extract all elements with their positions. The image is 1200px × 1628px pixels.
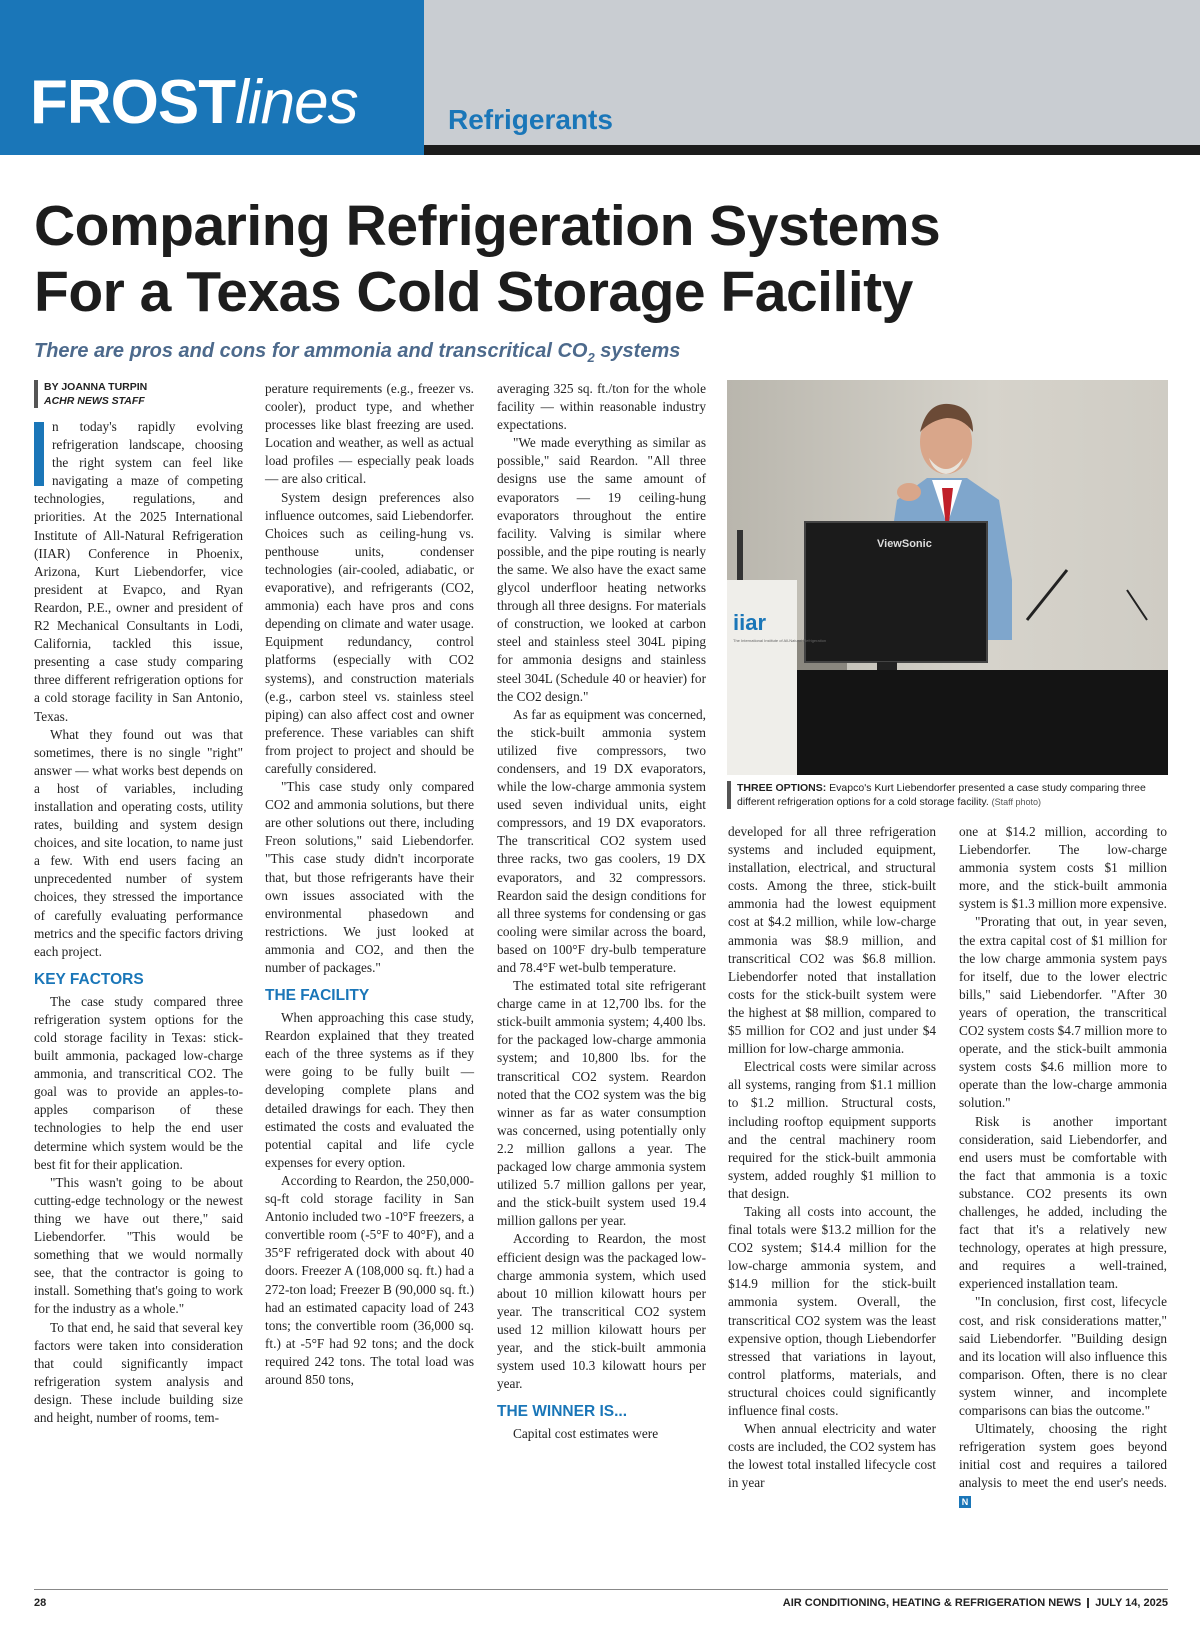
body-paragraph: System design preferences also influence outcomes, said Liebendorfer. Choices such as ceiling-hung vs. penthouse units, condenser technologies (air-cooled, adiabatic, or evaporative), and refrigerants (CO2, ammonia) each have pros and cons depending on climate and water usage. Equipment redundancy, control platforms (especially with CO2 systems), and construction materials (e.g., carbon steel vs. stainless steel piping) can also affect cost and owner preference. These variables can shift from project to project and should be carefully considered. [265, 489, 474, 776]
byline-staff: ACHR NEWS STAFF [44, 395, 145, 407]
body-paragraph: What they found out was that sometimes, there is no single "right" answer — what works best depends on a host of variables, including installation and operating costs, utility rates, building and system design choices, and site location, to name just a few. With end users facing an unprecedented number of system choices, they stressed the importance of carefully evaluating performance metrics and the specific factors driving each project. [34, 726, 243, 959]
frostlines-logo [30, 68, 358, 137]
deck-text: There are pros and cons for ammonia and transcritical CO [34, 340, 588, 362]
body-paragraph: one at $14.2 million, according to Liebendorfer. The low-charge ammonia system costs $1 million more, and the stick-built ammonia system is $1.3 million more expensive. [959, 824, 1167, 912]
speaker-photo [727, 380, 1168, 775]
podium-sub-text: The International Institute of All-Natural Refrigeration [733, 638, 827, 643]
body-paragraph: When approaching this case study, Reardon explained that they treated each of the three systems as if they were going to be fully built — developing complete plans and detailed drawings for each. They then estimated the costs and evaluated the potential capital and life cycle expenses for every option. [265, 1010, 474, 1170]
body-paragraph: According to Reardon, the 250,000-sq-ft cold storage facility in San Antonio included two -10°F freezers, a convertible room (-5°F to 40°F), and a 35°F refrigerated dock with about 40 doors. Freezer A (108,000 sq. ft.) had a 272-ton load; Freezer B (90,000 sq. ft.) had an estimated capacity load of 243 tons; the convertible room (36,000 sq. ft.) at -5°F had 92 tons; and the dock required 242 tons. The total load was around 850 tons, [265, 1172, 474, 1387]
article-column-2 [265, 380, 474, 1389]
section-label: Refrigerants [448, 104, 613, 135]
byline [34, 380, 147, 408]
body-paragraph [959, 1420, 1167, 1510]
body-paragraph: averaging 325 sq. ft./ton for the whole facility — within reasonable industry expectations. [497, 381, 706, 433]
body-paragraph: perature requirements (e.g., freezer vs. cooler), product type, and whether processes like blast freezing are used. Location and weather, as well as actual load profiles — especially peak loads — are also critical. [265, 381, 474, 487]
body-paragraph: Taking all costs into account, the final totals were $13.2 million for the CO2 system; $14.4 million for the low-charge ammonia system, and $14.9 million for the stick-built ammonia system. Overall, the transcritical CO2 system was the least expensive option, though Liebendorfer stressed that variations in layout, control platforms, materials, and structural choices could significantly influence final costs. [728, 1203, 936, 1418]
publication-name: AIR CONDITIONING, HEATING & REFRIGERATION NEWS [782, 1597, 1082, 1609]
logo-italic-text: lines [235, 68, 358, 137]
headline-line-1: Comparing Refrigeration Systems [34, 194, 941, 258]
article-deck [34, 340, 680, 365]
body-paragraph: "We made everything as similar as possible," said Reardon. "All three designs use the same amount of evaporators — 19 ceiling-hung evaporators throughout the entire facility. Valving is similar where possible, and the pipe routing is nearly the same. We also have the exact same glycol underfloor heating networks through all three designs. For materials of construction, we looked at carbon steel and stainless steel 304L piping for ammonia designs and stainless steel 304L (Schedule 40 or heavier) for the CO2 design." [497, 435, 706, 704]
body-paragraph: As far as equipment was concerned, the stick-built ammonia system utilized five compressors, two condensers, and 19 DX evaporators, while the low-charge ammonia system used seven individual units, eight compressors, and 19 DX evaporators. The transcritical CO2 system used three racks, two gas coolers, 19 DX evaporators, and 32 compressors. Reardon said the design conditions for all three systems for condensing or gas cooling were similar across the board, based on 100°F dry-bulb temperature and 78.4°F wet-bulb temperature. [497, 706, 706, 975]
body-paragraph: According to Reardon, the most efficient design was the packaged low-charge ammonia system, which used about 10 million kilowatt hours per year. The transcritical CO2 system used 12 million kilowatt hours per year, and the stick-built ammonia system used 10.3 kilowatt hours per year. [497, 1231, 706, 1392]
logo-bold-text: FROST [30, 68, 236, 137]
photo-illustration [727, 380, 1168, 775]
body-paragraph: Capital cost estimates were [513, 1426, 659, 1442]
body-paragraph: "This wasn't going to be about cutting-edge technology or the newest thing we have out there," said Liebendorfer. "This would be something that we would normally see, that the contractor is going to install. Something that's going to work for the industry as a whole." [34, 1174, 243, 1317]
footer-separator [1087, 1598, 1089, 1608]
article-headline [34, 193, 1174, 325]
footer-rule [34, 1589, 1168, 1590]
podium-iiar-logo: iiar [733, 610, 767, 635]
caption-text: Evapco's Kurt Liebendorfer presented a case study comparing three different refrigeration options for a cold storage facility. [737, 782, 1146, 808]
photo-caption [727, 781, 1177, 809]
paragraph-text: Ultimately, choosing the right refrigeration system goes beyond initial cost and requires a tailored analysis to meet the end user's needs. [959, 1421, 1167, 1491]
body-paragraph: To that end, he said that several key factors were taken into consideration that could significantly impact refrigeration system analysis and design. These include building size and height, number of rooms, tem- [34, 1319, 243, 1425]
caption-label: THREE OPTIONS: [737, 782, 827, 794]
body-paragraph [34, 418, 243, 726]
footer-publication [783, 1597, 1168, 1609]
body-paragraph: Electrical costs were similar across all systems, ranging from $1.1 million to $1.2 million. Structural costs, including rooftop equipment supports and the central machinery room required for the stick-built ammonia system, added roughly $1 million to that design. [728, 1059, 936, 1201]
body-paragraph: developed for all three refrigeration systems and included equipment, installation, electrical, and structural costs. Among the three, stick-built ammonia had the lowest equipment cost at $4.2 million, while low-charge ammonia was $8.9 million, and transcritical CO2 was $6.8 million. Liebendorfer noted that installation costs for the stick-built system were the highest at $8 million, compared to $5 million for CO2 and just under $4 million for low-charge ammonia. [728, 824, 936, 1057]
drop-cap [34, 422, 44, 486]
body-paragraph: The case study compared three refrigeration system options for the cold storage facility in Texas: stick-built ammonia, packaged low-charge ammonia, and transcritical CO2. The goal was to provide an apples-to-apples comparison of these technologies to help the end user determine which system would be the best fit for their application. [34, 993, 243, 1172]
article-column-1 [34, 418, 243, 1427]
paragraph-text: n today's rapidly evolving refrigeration landscape, choosing the right system can feel like navigating a maze of competing technologies, regulations, and priorities. At the 2025 International Institute of All-Natural Refrigeration (IIAR) Conference in Phoenix, Arizona, Kurt Liebendorfer, vice president at Evapco, and Ryan Reardon, P.E., owner and president of R2 Mechanical Consultants in Lodi, California, tackled this issue, presenting a case study comparing three different refrigeration options for a cold storage facility in San Antonio, Texas. [34, 419, 243, 724]
subhead-the-facility: THE FACILITY [265, 987, 370, 1005]
deck-subscript: 2 [587, 350, 595, 365]
body-paragraph: Risk is another important consideration, said Liebendorfer, and end users must be comfortable with the fact that ammonia is a toxic substance. CO2 presents its own challenges, he added, including the fact that it's a relatively new technology, operates at high pressure, and requires a well-trained, experienced installation team. [959, 1113, 1167, 1292]
monitor-brand: ViewSonic [877, 538, 932, 550]
issue-date: JULY 14, 2025 [1095, 1597, 1168, 1609]
body-paragraph: When annual electricity and water costs are included, the CO2 system has the lowest total installed lifecycle cost in year [728, 1421, 936, 1491]
article-column-3 [497, 380, 706, 1443]
deck-tail: systems [594, 340, 681, 362]
subhead-the-winner-is: THE WINNER IS... [497, 1403, 628, 1421]
body-paragraph: "In conclusion, first cost, lifecycle cost, and risk considerations matter," said Liebendorfer. "Building design and its location will also influence this comparison. Often, there is no clear system winner, and incomplete comparisons can bias the outcome." [959, 1294, 1167, 1418]
subhead-key-factors: KEY FACTORS [34, 970, 144, 988]
caption-credit: (Staff photo) [991, 797, 1042, 807]
article-column-5 [959, 823, 1167, 1511]
body-paragraph: "Prorating that out, in year seven, the extra capital cost of $1 million for the low charge ammonia system pays for itself, due to the lower electric bills," said Liebendorfer. "After 30 years of operation, the transcritical CO2 system costs $4.7 million more to operate, and the stick-built ammonia system costs $4.6 million more to operate than the low-charge ammonia solution." [959, 914, 1167, 1111]
header-rule [424, 145, 1200, 155]
body-paragraph: The estimated total site refrigerant charge came in at 12,700 lbs. for the stick-built ammonia system; 4,400 lbs. for the packaged low-charge ammonia system; and 10,800 lbs. for the transcritical CO2 system. Reardon noted that the CO2 system was the big winner as far as water consumption was concerned, using potentially only 2.2 million gallons a year. The packaged low charge ammonia system utilized 5.7 million gallons per year, and the stick-built system used 19.4 million gallons per year. [497, 978, 706, 1229]
end-mark-icon: N [959, 1496, 971, 1508]
headline-line-2: For a Texas Cold Storage Facility [34, 260, 913, 324]
byline-author: BY JOANNA TURPIN [44, 381, 148, 393]
frostlines-logo-box [0, 0, 424, 155]
masthead [0, 0, 1200, 155]
body-paragraph: "This case study only compared CO2 and ammonia solutions, but there are other solutions out there, including Freon solutions," said Liebendorfer. "This case study didn't incorporate that, but those refrigerants have their own issues associated with the environmental phasedown and restrictions. We just looked at ammonia and CO2, and then the number of packages." [265, 779, 474, 975]
article-column-4 [728, 823, 936, 1492]
page-number: 28 [34, 1597, 47, 1609]
